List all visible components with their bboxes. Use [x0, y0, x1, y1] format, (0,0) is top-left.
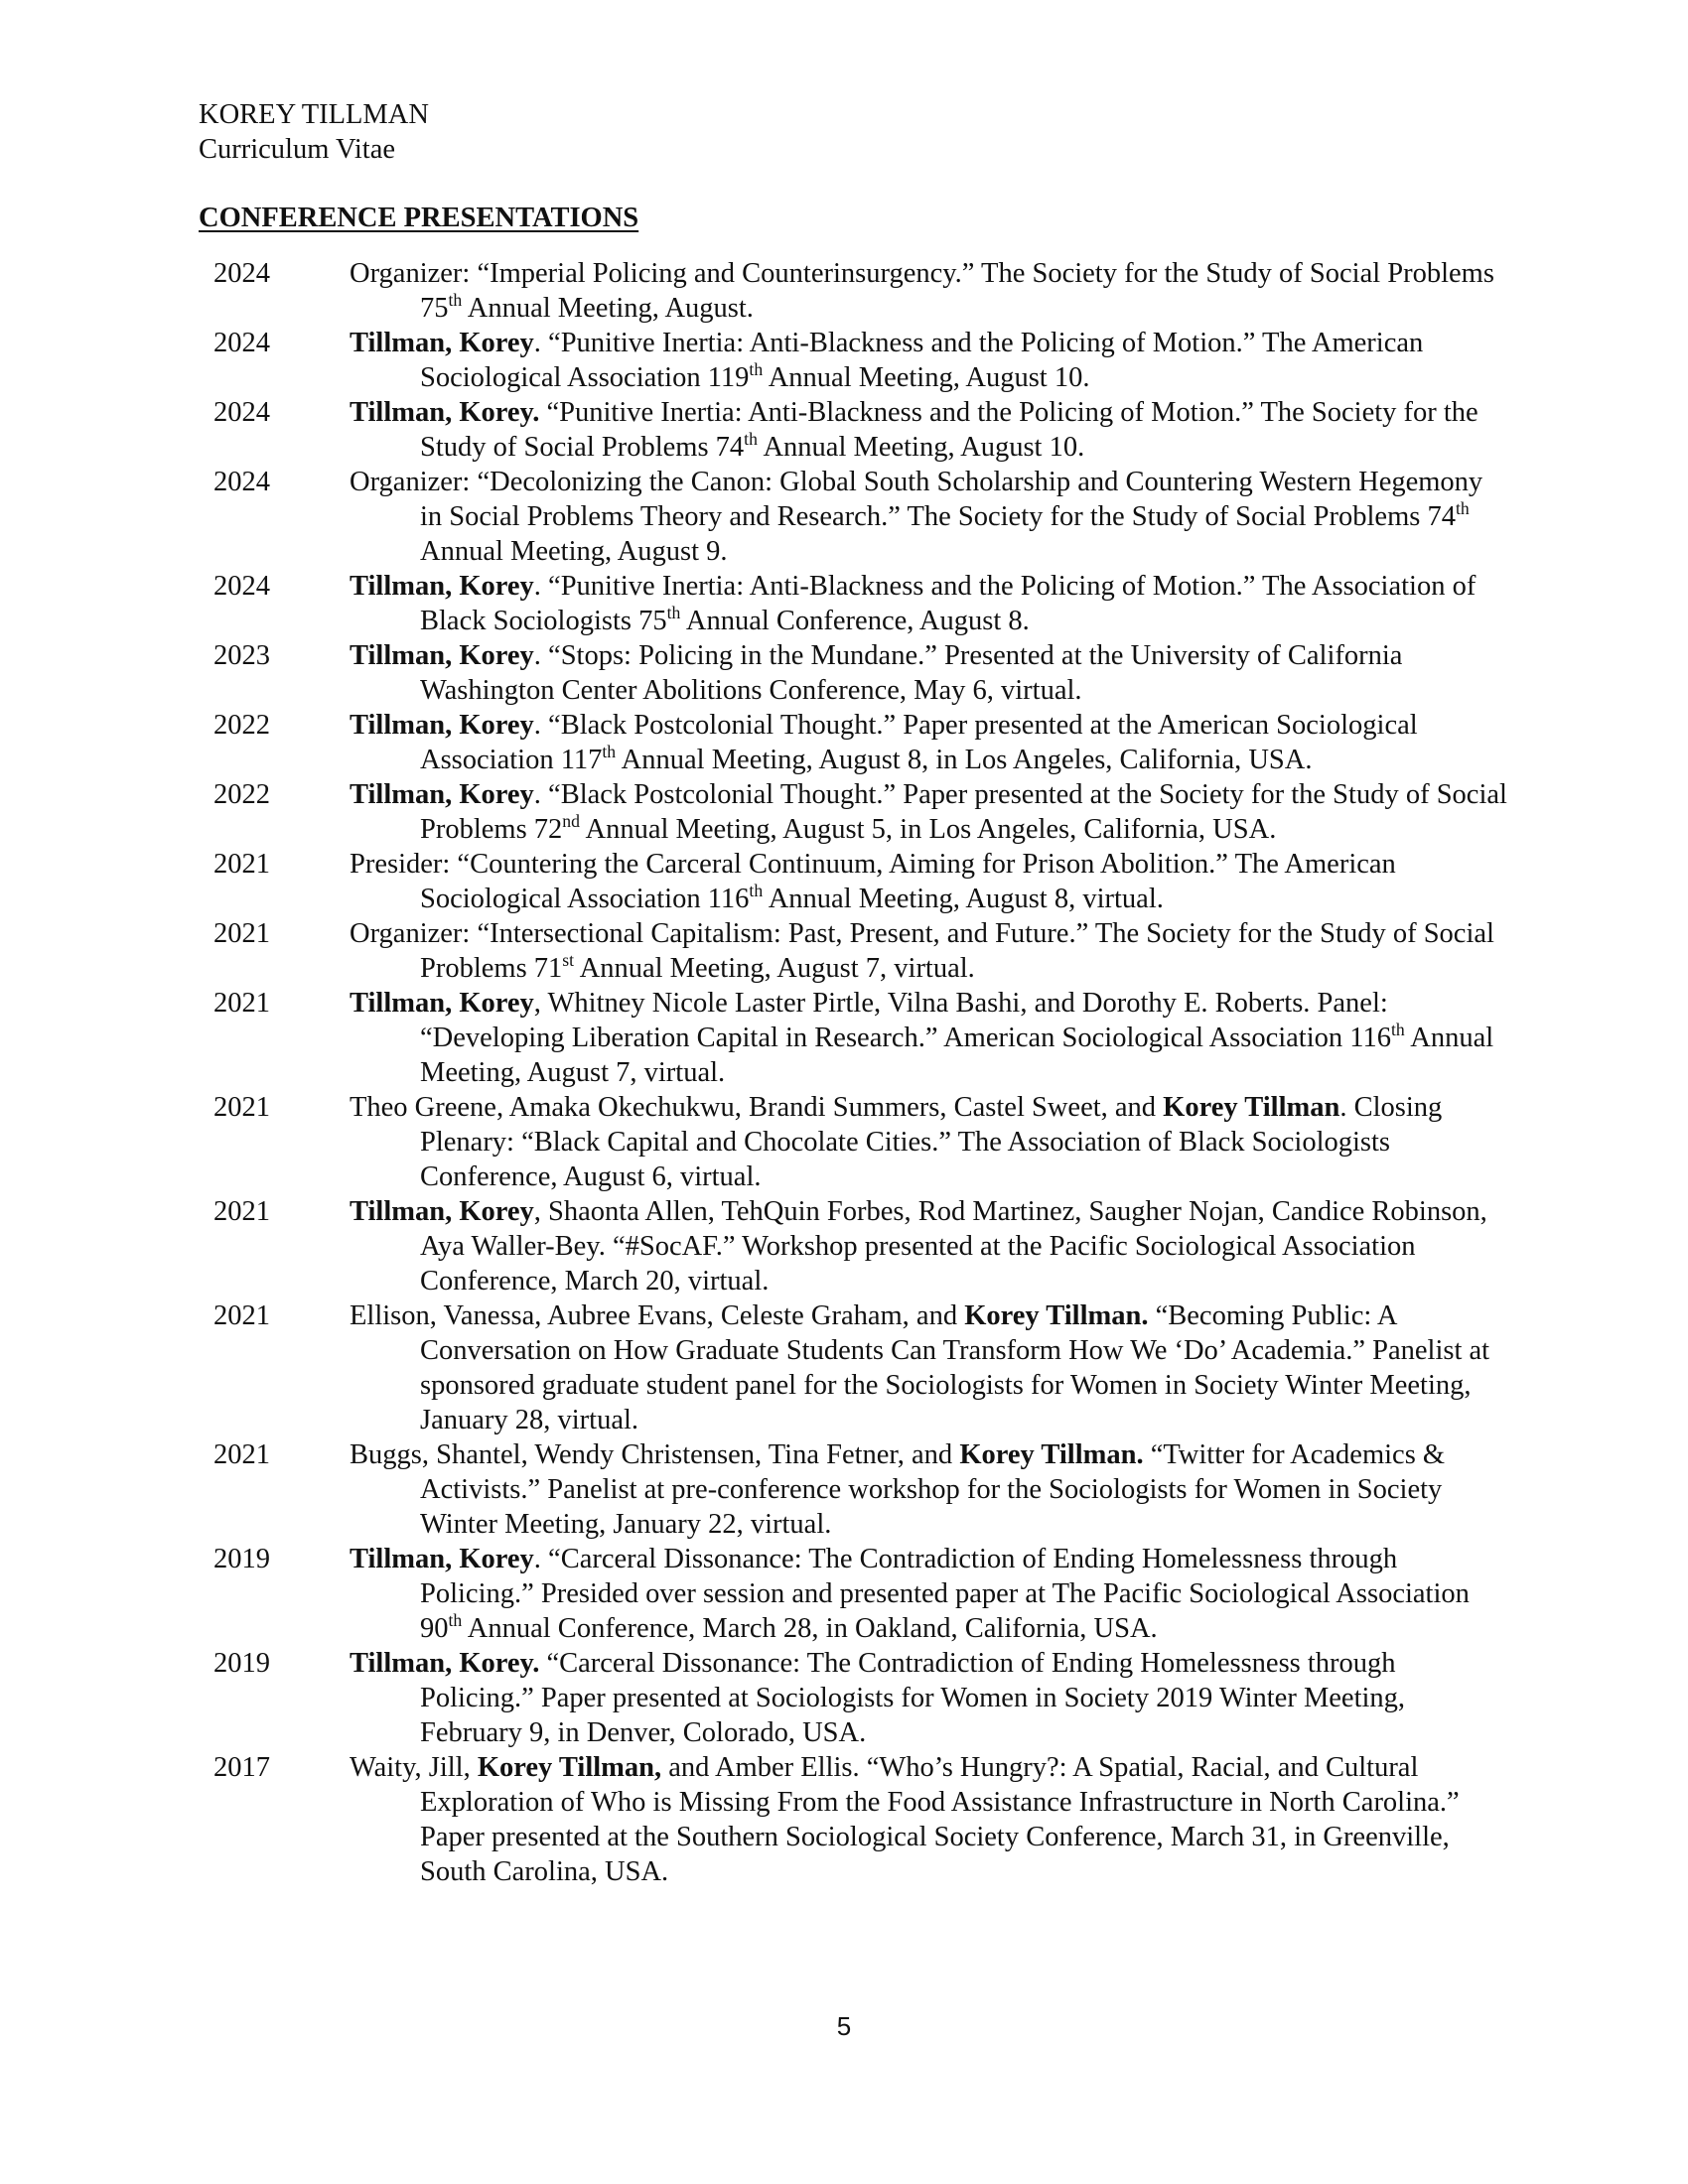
citation-text: Annual Meeting, August 7, virtual. — [574, 953, 975, 984]
presentation-entry — [199, 847, 1509, 916]
entry-year: 2021 — [213, 1300, 270, 1331]
author-name-bold: Tillman, Korey — [350, 779, 534, 810]
entry-citation — [350, 1750, 1509, 1889]
presentation-entry — [199, 1298, 1509, 1437]
entry-citation — [350, 1437, 1509, 1542]
presentation-entry — [199, 1090, 1509, 1194]
author-name: KOREY TILLMAN — [199, 99, 429, 130]
entry-citation — [350, 638, 1509, 708]
author-name-bold: Tillman, Korey — [350, 1544, 534, 1574]
citation-text: Organizer: “Decolonizing the Canon: Global South Scholarship and Countering Western Hegemony in Social Problems Theory and Research.” The Society for the Study of Social Problems 74 — [350, 467, 1483, 532]
entry-citation — [350, 395, 1509, 465]
author-name-bold: Korey Tillman. — [964, 1300, 1149, 1331]
presentation-entry — [199, 1194, 1509, 1298]
presentation-entry — [199, 465, 1509, 569]
entry-citation — [350, 569, 1509, 638]
presentation-entry — [199, 569, 1509, 638]
citation-text: . “Punitive Inertia: Anti-Blackness and the Policing of Motion.” The American Sociological Association 119 — [420, 328, 1424, 393]
citation-text: Annual Conference, August 8. — [680, 606, 1030, 636]
entry-citation — [350, 986, 1509, 1090]
section-title: CONFERENCE PRESENTATIONS — [199, 203, 639, 233]
citation-text: Annual Meeting, August 9. — [420, 536, 728, 567]
entry-citation — [350, 1542, 1509, 1646]
entry-year: 2023 — [213, 640, 270, 671]
ordinal-suffix: th — [448, 1610, 463, 1631]
presentation-entry — [199, 708, 1509, 777]
author-name-bold: Tillman, Korey — [350, 328, 534, 358]
citation-text: Organizer: “Imperial Policing and Counterinsurgency.” The Society for the Study of Social Problems 75 — [350, 258, 1494, 324]
citation-text: “Carceral Dissonance: The Contradiction of Ending Homelessness through Policing.” Paper presented at Sociologists for Women in Society 2019 Winter Meeting, February 9, in Denver, Colorado, USA. — [420, 1648, 1406, 1748]
citation-text: Waity, Jill, — [350, 1752, 478, 1783]
ordinal-suffix: st — [562, 950, 575, 971]
citation-text: Annual Meeting, August 10. — [757, 432, 1085, 463]
entry-year: 2024 — [213, 328, 270, 358]
citation-text: Annual Meeting, August 8, virtual. — [763, 884, 1164, 914]
entry-year: 2022 — [213, 710, 270, 741]
citation-text: and Amber Ellis. “Who’s Hungry?: A Spatial, Racial, and Cultural Exploration of Who is Missing From the Food Assistance Infrastructure in North Carolina.” Paper presented at the Southern Sociological Society Conference, March 31, in Greenville, South Carolina, USA. — [420, 1752, 1460, 1887]
entry-citation — [350, 1090, 1509, 1194]
ordinal-suffix: nd — [562, 811, 580, 832]
citation-text: “Punitive Inertia: Anti-Blackness and the Policing of Motion.” The Society for the Study of Social Problems 74 — [420, 397, 1478, 463]
entry-citation — [350, 708, 1509, 777]
author-name-bold: Korey Tillman — [1163, 1092, 1340, 1123]
citation-text: . “Black Postcolonial Thought.” Paper presented at the American Sociological Association 117 — [420, 710, 1418, 775]
document-header — [199, 97, 429, 167]
citation-text: Presider: “Countering the Carceral Continuum, Aiming for Prison Abolition.” The American Sociological Association 116 — [350, 849, 1396, 914]
citation-text: “Twitter for Academics & Activists.” Panelist at pre-conference workshop for the Sociologists for Women in Society Winter Meeting, January 22, virtual. — [420, 1439, 1446, 1540]
presentation-entry — [199, 638, 1509, 708]
citation-text: Organizer: “Intersectional Capitalism: Past, Present, and Future.” The Society for the Study of Social Problems 71 — [350, 918, 1494, 984]
citation-text: Ellison, Vanessa, Aubree Evans, Celeste Graham, and — [350, 1300, 965, 1331]
entry-citation — [350, 916, 1509, 986]
ordinal-suffix: th — [744, 429, 758, 450]
presentation-entry — [199, 777, 1509, 847]
ordinal-suffix: th — [749, 881, 764, 901]
entry-citation — [350, 1646, 1509, 1750]
presentation-entry — [199, 395, 1509, 465]
entry-year: 2021 — [213, 1092, 270, 1123]
presentation-entry — [199, 1542, 1509, 1646]
presentation-entry — [199, 1437, 1509, 1542]
citation-text: Annual Meeting, August. — [462, 293, 754, 324]
author-name-bold: Tillman, Korey — [350, 1196, 534, 1227]
ordinal-suffix: th — [749, 359, 764, 380]
author-name-bold: Tillman, Korey — [350, 710, 534, 741]
citation-text: “Becoming Public: A Conversation on How Graduate Students Can Transform How We ‘Do’ Academia.” Panelist at sponsored graduate student panel for the Sociologists for Women in Society Winter Meeting, January 28, virtual. — [420, 1300, 1490, 1435]
entry-citation — [350, 256, 1509, 326]
ordinal-suffix: th — [1455, 498, 1470, 519]
author-name-bold: Korey Tillman. — [959, 1439, 1144, 1470]
entry-citation — [350, 777, 1509, 847]
citation-text: Theo Greene, Amaka Okechukwu, Brandi Summers, Castel Sweet, and — [350, 1092, 1164, 1123]
presentation-entry — [199, 1646, 1509, 1750]
author-name-bold: Tillman, Korey. — [350, 1648, 540, 1679]
entry-year: 2021 — [213, 918, 270, 949]
presentation-entry — [199, 986, 1509, 1090]
presentation-entry — [199, 256, 1509, 326]
author-name-bold: Tillman, Korey — [350, 571, 534, 602]
presentation-entry — [199, 1750, 1509, 1889]
citation-text: Annual Conference, March 28, in Oakland, California, USA. — [462, 1613, 1158, 1644]
entry-year: 2021 — [213, 1439, 270, 1470]
author-name-bold: Tillman, Korey. — [350, 397, 540, 428]
ordinal-suffix: th — [602, 742, 617, 762]
citation-text: . “Carceral Dissonance: The Contradiction of Ending Homelessness through Policing.” Presided over session and presented paper at The Pacific Sociological Association 90 — [420, 1544, 1470, 1644]
entry-year: 2019 — [213, 1648, 270, 1679]
author-name-bold: Tillman, Korey — [350, 640, 534, 671]
entry-citation — [350, 326, 1509, 395]
citation-text: , Whitney Nicole Laster Pirtle, Vilna Bashi, and Dorothy E. Roberts. Panel: “Developing Liberation Capital in Research.” American Sociological Association 116 — [420, 988, 1391, 1053]
author-name-bold: Tillman, Korey — [350, 988, 534, 1019]
entry-year: 2024 — [213, 467, 270, 497]
presentation-entry — [199, 326, 1509, 395]
entry-year: 2024 — [213, 571, 270, 602]
entry-year: 2022 — [213, 779, 270, 810]
citation-text: . “Black Postcolonial Thought.” Paper presented at the Society for the Study of Social Problems 72 — [420, 779, 1507, 845]
entry-year: 2021 — [213, 1196, 270, 1227]
entry-citation — [350, 1298, 1509, 1437]
entry-citation — [350, 465, 1509, 569]
ordinal-suffix: th — [666, 603, 681, 623]
citation-text: . “Stops: Policing in the Mundane.” Presented at the University of California Washington Center Abolitions Conference, May 6, virtual. — [420, 640, 1403, 706]
citation-text: Annual Meeting, August 7, virtual. — [420, 1023, 1494, 1088]
entry-year: 2021 — [213, 849, 270, 880]
entry-year: 2024 — [213, 397, 270, 428]
entry-year: 2024 — [213, 258, 270, 289]
ordinal-suffix: th — [1390, 1020, 1405, 1040]
ordinal-suffix: th — [448, 290, 463, 311]
citation-text: Annual Meeting, August 5, in Los Angeles, California, USA. — [579, 814, 1277, 845]
entry-year: 2021 — [213, 988, 270, 1019]
author-name-bold: Korey Tillman, — [477, 1752, 662, 1783]
citation-text: . Closing Plenary: “Black Capital and Chocolate Cities.” The Association of Black Sociologists Conference, August 6, virtual. — [420, 1092, 1443, 1192]
presentation-list — [199, 256, 1509, 1889]
entry-year: 2017 — [213, 1752, 270, 1783]
citation-text: , Shaonta Allen, TehQuin Forbes, Rod Martinez, Saugher Nojan, Candice Robinson, Aya Waller-Bey. “#SocAF.” Workshop presented at the Pacific Sociological Association Conference, March 20, virtual. — [420, 1196, 1487, 1297]
entry-year: 2019 — [213, 1544, 270, 1574]
document-subtitle: Curriculum Vitae — [199, 134, 396, 165]
citation-text: Buggs, Shantel, Wendy Christensen, Tina Fetner, and — [350, 1439, 960, 1470]
citation-text: Annual Meeting, August 10. — [763, 362, 1090, 393]
citation-text: Annual Meeting, August 8, in Los Angeles, California, USA. — [616, 745, 1313, 775]
presentation-entry — [199, 916, 1509, 986]
entry-citation — [350, 847, 1509, 916]
entry-citation — [350, 1194, 1509, 1298]
page-number: 5 — [836, 2011, 852, 2041]
citation-text: . “Punitive Inertia: Anti-Blackness and the Policing of Motion.” The Association of Black Sociologists 75 — [420, 571, 1477, 636]
